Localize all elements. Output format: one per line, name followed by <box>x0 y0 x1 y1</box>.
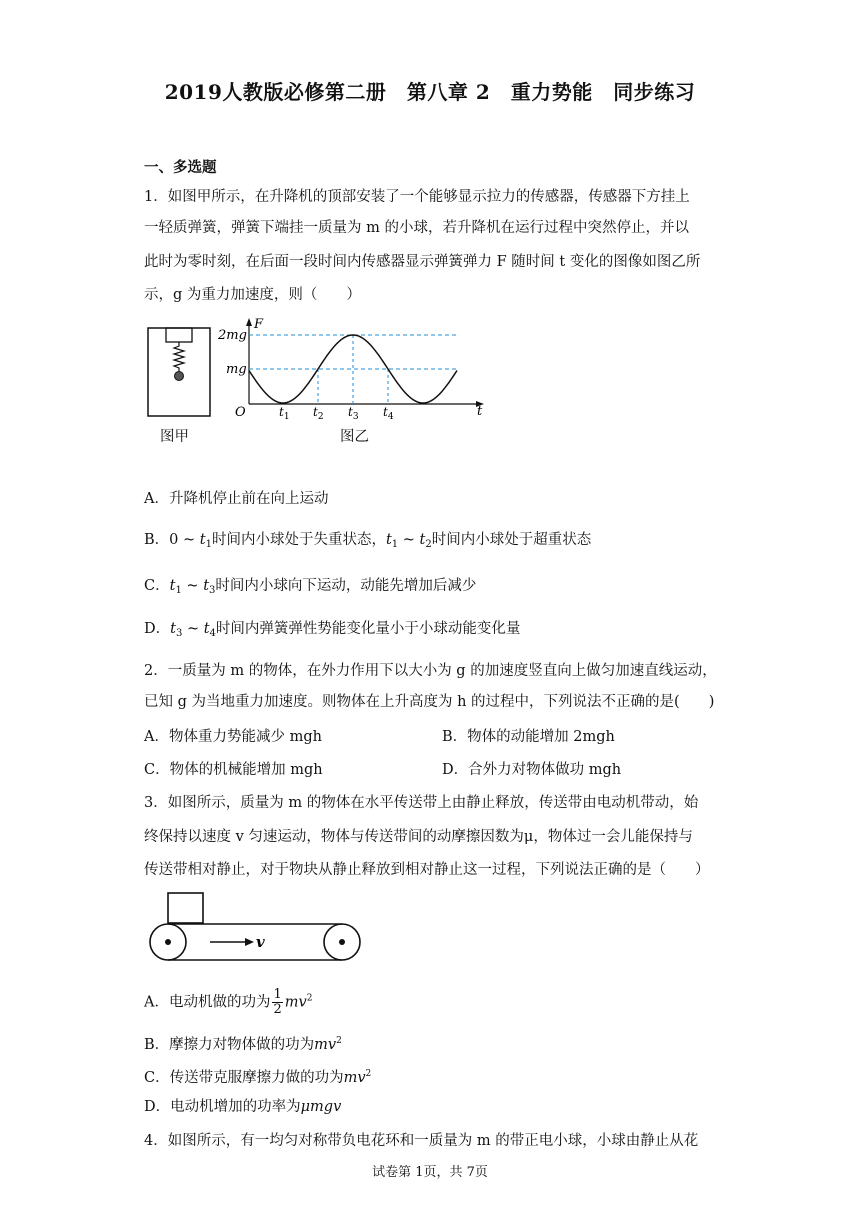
section-heading: 一、多选题 <box>144 159 217 176</box>
q1-option-b: B．0 ~ $t_1$时间内小球处于失重状态，$t_1$ ~ $t_2$时间内小球处于超重状态 <box>144 532 592 550</box>
label-origin: O <box>235 405 246 420</box>
conveyor-belt-figure <box>144 890 366 970</box>
q3-line2: 终保持以速度 v 匀速运动，物体与传送带间的动摩擦因数为μ，物体过一会儿能保持与 <box>144 829 693 845</box>
label-F: F <box>254 317 264 332</box>
tick-t4: $t_4$ <box>383 405 394 420</box>
q2-option-b: B．物体的动能增加 2mgh <box>442 729 615 745</box>
tick-t2: $t_2$ <box>313 405 324 420</box>
q3-option-d: D．电动机增加的功率为μmgv <box>144 1099 342 1115</box>
label-t-axis: t <box>477 404 483 419</box>
q1-option-d: D．$t_3$ ~ $t_4$时间内弹簧弹性势能变化量小于小球动能变化量 <box>144 621 521 639</box>
page-title: 2019人教版必修第二册 第八章 2 重力势能 同步练习 <box>164 80 696 104</box>
q1-option-c: C．$t_1$ ~ $t_3$时间内小球向下运动，动能先增加后减少 <box>144 578 477 596</box>
page-footer: 试卷第 1页，共 7页 <box>372 1165 488 1180</box>
q2-option-d: D．合外力对物体做功 mgh <box>442 762 622 778</box>
block <box>168 893 203 923</box>
q3-option-b: B．摩擦力对物体做的功为$mv^2$ <box>144 1036 342 1053</box>
tick-t1: $t_1$ <box>279 405 290 420</box>
tick-t3: $t_3$ <box>348 405 359 420</box>
label-mg: mg <box>226 362 247 377</box>
elevator-figure <box>144 320 219 420</box>
figure-yi-caption: 图乙 <box>340 429 369 445</box>
q1-line3: 此时为零时刻，在后面一段时间内传感器显示弹簧弹力 F 随时间 t 变化的图像如图乙所 <box>144 254 701 270</box>
q1-option-a: A．升降机停止前在向上运动 <box>144 491 329 507</box>
q4-line1: 4．如图所示，有一均匀对称带负电花环和一质量为 m 的带正电小球，小球由静止从花 <box>144 1133 699 1149</box>
q2-line2: 已知 g 为当地重力加速度。则物体在上升高度为 h 的过程中，下列说法不正确的是( ) <box>144 694 715 710</box>
q1-line1: 1．如图甲所示，在升降机的顶部安装了一个能够显示拉力的传感器，传感器下方挂上 <box>144 189 690 205</box>
q2-option-c: C．物体的机械能增加 mgh <box>144 762 323 778</box>
velocity-label: v <box>256 933 265 951</box>
q3-option-c: C．传送带克服摩擦力做的功为$mv^2$ <box>144 1069 372 1086</box>
q2-line1: 2．一质量为 m 的物体，在外力作用下以大小为 g 的加速度竖直向上做匀加速直线运动， <box>144 663 717 679</box>
figure-jia-caption: 图甲 <box>160 429 189 445</box>
q2-option-a: A．物体重力势能减少 mgh <box>144 729 322 745</box>
q1-line4: 示，g 为重力加速度，则（ ） <box>144 287 361 303</box>
q3-line3: 传送带相对静止，对于物块从静止释放到相对静止这一过程，下列说法正确的是（ ） <box>144 862 710 878</box>
label-2mg: 2mg <box>218 328 247 343</box>
q3-line1: 3．如图所示，质量为 m 的物体在水平传送带上由静止释放，传送带由电动机带动，始 <box>144 795 699 811</box>
force-time-graph <box>218 316 490 420</box>
q1-line2: 一轻质弹簧，弹簧下端挂一质量为 m 的小球，若升降机在运行过程中突然停止，并以 <box>144 220 689 236</box>
q3-option-a: A．电动机做的功为 $\frac{1}{2}$ $mv^2$ <box>144 987 313 1017</box>
